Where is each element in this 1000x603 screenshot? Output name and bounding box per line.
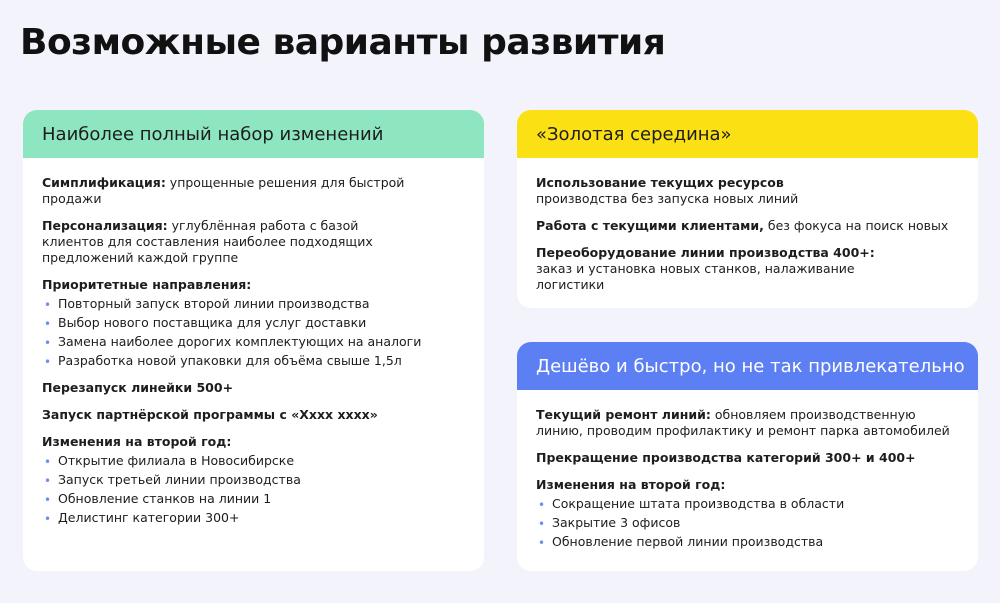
clients-label: Работа с текущими клиентами, (536, 218, 764, 233)
clients-item (536, 218, 959, 234)
list-item-text: Повторный запуск второй линии производства (58, 296, 370, 311)
resources-label: Использование текущих ресурсов (536, 175, 784, 190)
list-item (42, 296, 465, 312)
bullet-dot-icon: • (538, 498, 546, 512)
second-year-list (42, 453, 465, 526)
list-item-text: Разработка новой упаковки для объёма свыше 1,5л (58, 353, 402, 368)
priorities-block (42, 277, 465, 369)
list-item (536, 534, 959, 550)
clients-text: без фокуса на поиск новых (763, 218, 949, 233)
blue-second-year-block (536, 477, 959, 550)
list-item (536, 515, 959, 531)
second-year-title: Изменения на второй год: (42, 434, 232, 449)
card-golden-middle (517, 110, 978, 308)
card-body-golden-middle (517, 158, 978, 293)
bullet-dot-icon: • (44, 336, 52, 350)
simplification-label: Симплификация: (42, 175, 166, 190)
card-full-changes (23, 110, 484, 571)
list-item (42, 334, 465, 350)
list-item (42, 353, 465, 369)
card-header-golden-middle: «Золотая середина» (517, 110, 978, 158)
simplification-text: упрощенные решения для быстрой продажи (42, 175, 405, 206)
card-body-full-changes (23, 158, 484, 526)
personalization-text: углублённая работа с базой клиентов для составления наиболее подходящих предложений каждой группе (42, 218, 373, 265)
bullet-dot-icon: • (538, 517, 546, 531)
repair-text: обновляем производственную линию, проводим профилактику и ремонт парка автомобилей (536, 407, 950, 438)
bullet-dot-icon: • (44, 455, 52, 469)
relaunch-label: Перезапуск линейки 500+ (42, 380, 234, 395)
priorities-title: Приоритетные направления: (42, 277, 252, 292)
repair-label: Текущий ремонт линий: (536, 407, 711, 422)
personalization-item (42, 218, 412, 266)
bullet-dot-icon: • (44, 474, 52, 488)
list-item-text: Закрытие 3 офисов (552, 515, 681, 530)
page-title: Возможные варианты развития (20, 22, 666, 63)
partner-item (42, 407, 465, 423)
list-item-text: Делистинг категории 300+ (58, 510, 240, 525)
list-item (42, 472, 465, 488)
list-item-text: Замена наиболее дорогих комплектующих на аналоги (58, 334, 422, 349)
partner-label: Запуск партнёрской программы с «Xxxx xxxx» (42, 407, 378, 422)
list-item-text: Выбор нового поставщика для услуг доставки (58, 315, 367, 330)
relaunch-item (42, 380, 465, 396)
second-year-block (42, 434, 465, 526)
bullet-dot-icon: • (44, 493, 52, 507)
bullet-dot-icon: • (44, 317, 52, 331)
list-item (42, 491, 465, 507)
repair-item (536, 407, 956, 439)
simplification-item (42, 175, 465, 207)
bullet-dot-icon: • (44, 355, 52, 369)
stop-production-item (536, 450, 959, 466)
stop-production-label: Прекращение производства категорий 300+ и 400+ (536, 450, 916, 465)
retool-label: Переоборудование линии производства 400+: (536, 245, 875, 260)
bullet-dot-icon: • (44, 512, 52, 526)
priorities-list (42, 296, 465, 369)
bullet-dot-icon: • (538, 536, 546, 550)
list-item-text: Сокращение штата производства в области (552, 496, 845, 511)
card-header-cheap-fast: Дешёво и быстро, но не так привлекательно (517, 342, 978, 390)
bullet-dot-icon: • (44, 298, 52, 312)
retool-item (536, 245, 881, 293)
personalization-label: Персонализация: (42, 218, 168, 233)
list-item (42, 510, 465, 526)
card-header-full-changes: Наиболее полный набор изменений (23, 110, 484, 158)
resources-text: производства без запуска новых линий (536, 191, 799, 206)
list-item (42, 315, 465, 331)
list-item (536, 496, 959, 512)
card-cheap-fast (517, 342, 978, 571)
blue-second-year-list (536, 496, 959, 550)
resources-item (536, 175, 866, 207)
retool-text: заказ и установка новых станков, налаживание логистики (536, 261, 855, 292)
list-item (42, 453, 465, 469)
blue-second-year-title: Изменения на второй год: (536, 477, 726, 492)
list-item-text: Обновление первой линии производства (552, 534, 824, 549)
card-body-cheap-fast (517, 390, 978, 550)
list-item-text: Запуск третьей линии производства (58, 472, 301, 487)
list-item-text: Обновление станков на линии 1 (58, 491, 272, 506)
list-item-text: Открытие филиала в Новосибирске (58, 453, 295, 468)
